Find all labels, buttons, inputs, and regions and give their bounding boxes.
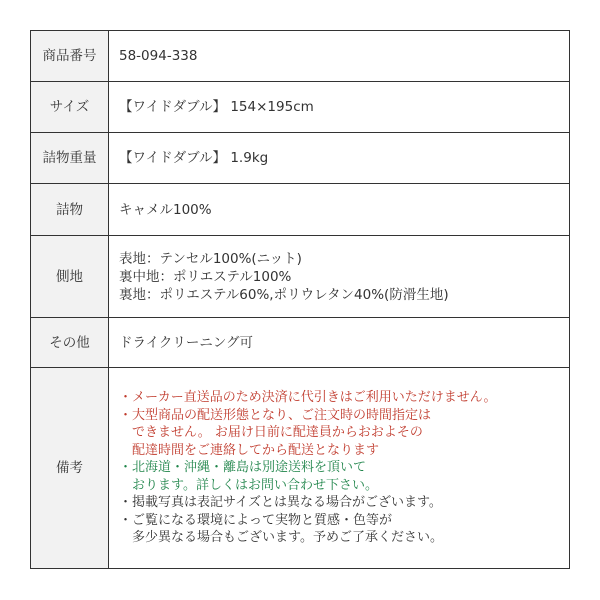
row-value-other [109, 318, 570, 368]
fill-weight-text: 【ワイドダブル】 1.9kg [119, 150, 269, 166]
row-value-notes [109, 368, 570, 569]
note-line: 多少異なる場合もございます。予めご了承ください。 [119, 530, 443, 546]
spec-row-filling [31, 184, 570, 236]
row-value-product-number [109, 31, 570, 82]
note-line: 配達時間をご連絡してから配送となります [119, 442, 380, 458]
size-text: 【ワイドダブル】 154×195cm [119, 99, 314, 115]
row-label-size: サイズ [31, 82, 109, 133]
note-line: ・大型商品の配送形態となり、ご注文時の時間指定は [119, 407, 432, 423]
spec-row-other [31, 318, 570, 368]
row-label-product-number: 商品番号 [31, 31, 109, 82]
other-text: ドライクリーニング可 [119, 334, 254, 351]
row-label-other: その他 [31, 318, 109, 368]
note-line: ・北海道・沖縄・離島は別途送料を頂いて [119, 460, 367, 476]
row-value-fabric [109, 236, 570, 318]
row-label-fabric: 側地 [31, 236, 109, 318]
note-line: ・掲載写真は表記サイズとは異なる場合がございます。 [119, 495, 442, 511]
row-label-notes: 備考 [31, 368, 109, 569]
fabric-inner-text: 裏中地：ポリエステル100% [119, 268, 292, 285]
note-line: おります。詳しくはお問い合わせ下さい。 [119, 477, 378, 493]
row-label-filling: 詰物 [31, 184, 109, 236]
spec-row-size [31, 82, 570, 133]
filling-text: キャメル100% [119, 201, 212, 218]
spec-row-notes [31, 368, 570, 569]
row-value-filling [109, 184, 570, 236]
note-line: できません。 お届け日前に配達員からおおよその [119, 425, 423, 441]
row-value-fill-weight [109, 133, 570, 184]
fabric-back-text: 裏地：ポリエステル60%,ポリウレタン40%(防滑生地) [119, 286, 449, 303]
spec-row-fill-weight [31, 133, 570, 184]
product-spec-table [30, 30, 570, 569]
row-value-size [109, 82, 570, 133]
note-line: ・メーカー直送品のため決済に代引きはご利用いただけません。 [119, 390, 497, 406]
spec-row-fabric [31, 236, 570, 318]
product-number-text: 58-094-338 [119, 48, 198, 64]
fabric-outer-text: 表地：テンセル100%(ニット) [119, 250, 302, 267]
note-line: ・ご覧になる環境によって実物と質感・色等が [119, 512, 393, 528]
row-label-fill-weight: 詰物重量 [31, 133, 109, 184]
spec-row-product-number [31, 31, 570, 82]
